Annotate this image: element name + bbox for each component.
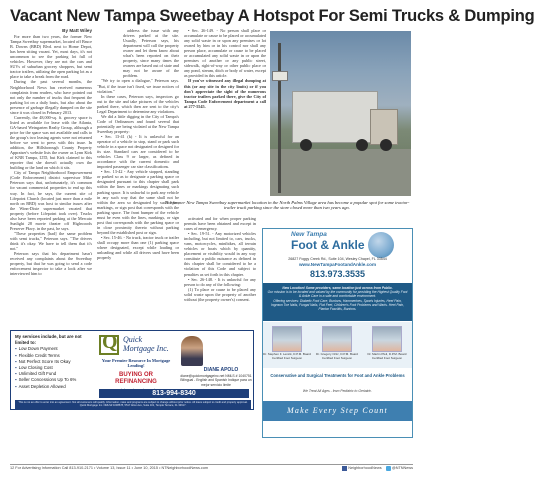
paragraph: • Sec. 26-148. - It is unlawful for any person to do any of the following:	[184, 276, 256, 287]
twitter-handle[interactable]: @NTNNews	[391, 466, 413, 470]
paragraph: In these cases, Peterson says, inspectors go out to the site and take pictures of the vehicles parked there, which then are sent to the city's Legal Department to determine any violations.	[97, 93, 179, 114]
foot-ankle-phone[interactable]: 813.973.3535	[309, 269, 366, 279]
photo-trailer	[292, 91, 378, 143]
page-footer	[10, 464, 413, 472]
paragraph: • Sec. 15-46. - No truck, tractor truck or trailer shall occupy more than one (1) parking space where designated, except while loading or unloading and while all drivers used have been properly	[97, 234, 179, 261]
quick-mortgage-ad[interactable]	[10, 330, 254, 410]
paragraph: Currently, the 48,000-sq. ft. grocery space is listed as available for lease with the Atlanta, GA-based Weingarten Realty Group, although a price for the space was not available and calls to the group's two leasing agents were not returned before we went to press with this issue. In addition, the Hillsborough County Property Appraiser's website lists the owner as Lynn Kirk of KNR Tampa, LTD, but Kirk claimed to this reporter that she doesn't actually own the building or the land on which it sits.	[10, 114, 92, 171]
check-icon: ▪	[15, 365, 17, 371]
foot-ankle-info-band	[263, 283, 412, 321]
paragraph: • Sec. 19-51. - Any motorized vehicles including, but not limited to, cars, trucks, vans, motorcycles, minibikes, all terrain vehicles or boats which by quantity, placement or visibility would in any way constitute a public nuisance as defined in this chapter shall be considered to be a violation of this Code and subject to penalties as set forth in this chapter.	[184, 231, 256, 277]
doctor-name: Dr. Stephen F. Lenick, D.P.M. Board Certified Foot Surgeon	[263, 352, 311, 360]
service-item: ▪ Low Down Payment	[15, 346, 58, 352]
photo-wheel	[300, 139, 312, 151]
doctor-photo	[372, 326, 402, 352]
foot-ankle-url[interactable]: www.NewTampaFootandAnkle.com	[298, 262, 377, 267]
service-item: ▪ Flexible Credit Terms	[15, 352, 60, 358]
service-item: ▪ Not Perfect Score Its Okay	[15, 358, 71, 364]
twitter-icon[interactable]	[386, 466, 391, 471]
facebook-handle[interactable]: NeighborhoodNews	[348, 466, 382, 470]
photo-sign-pole	[278, 43, 281, 193]
article-column-1	[10, 28, 92, 276]
photo-wheel	[380, 139, 392, 151]
offer-line-1: BUYING OR	[118, 372, 153, 378]
paragraph: Peterson says that his department hasn't received any complaints about the Sweetbay property, but that he was going to send a code enforcement inspector to take a look after we interviewed him to	[10, 251, 92, 277]
paragraph: "We try to open a dialogue," Peterson says. "But, if the issue isn't fixed, we issue notices of violation."	[97, 78, 179, 94]
agent-photo	[181, 336, 203, 366]
closing-paragraph: If you've witnessed any illegal dumping at this (or any site in the city limits) or if you don't appreciate the sight of the numerous tractor trailers parked there, give the City of Tampa Code Enforcement department a call at 277-5545.	[184, 78, 266, 109]
info-line: New Location! Same providers, same location just across from Publix.	[282, 286, 393, 290]
photo-sign	[272, 71, 288, 81]
paragraph: (1) To place or cause to be placed any solid waste upon the property of another without (the property owner's) consent.	[184, 286, 256, 302]
foot-ankle-slogan: Make Every Step Count	[263, 401, 412, 421]
paragraph: • Sec. 13-42 - Any vehicle stopped, standing or parked so as to designate a parking space or designated pursuant to this chapter shall park within the lines or markings designating such parking space. It is unlawful to park any vehicle in any such way that the same shall not be within the area so designated by such lines, markings, or sign post that corresponds with the parking space. The front bumper of the vehicle must be even with the lines, markings, or sign post that corresponds with the parking space or in close proximity thereto without parking beyond the established post or sign.	[97, 169, 179, 235]
all-ages-line: We Treat All Ages - from Pediatric to Geriatric.	[302, 389, 373, 393]
foot-ankle-address: 26827 Foggy Creek Rd., Suite 104, Wesley Chapel, FL 33544	[288, 257, 387, 261]
doctors-row	[263, 322, 412, 368]
photo-ground	[270, 149, 411, 196]
doctor-name: Dr. Gregory Ortiz, D.P.M. Board Certified Foot Surgeon	[316, 352, 358, 360]
check-icon: ▪	[15, 352, 17, 358]
doctor-name: Dr. Martin Pfeil, D.P.M. Board Certified Foot Surgeon	[367, 352, 407, 360]
check-icon: ▪	[15, 377, 17, 383]
paragraph: address the issue with any drivers parked at the site. Usually, Peterson says, his department will call the property owner and let them know about what's been reported on their property, since many times the owners are based out of state and may not be aware of the problem.	[123, 28, 179, 79]
footer-social	[342, 465, 413, 472]
service-item: ▪ Unlimited Gift Fund	[15, 371, 57, 377]
foot-ankle-brand-main: Foot & Ankle	[291, 238, 365, 252]
mortgage-phone[interactable]: 813-994-8340	[99, 389, 249, 398]
paragraph: • Sec. 13-41 (k) - It is unlawful for an operator of a vehicle to stop, stand or park such vehicle in a space not designated or designed for its size. Standard cars are considered to be vehicles Class 9 or larger, as defined in accordance with the current domestic and imported passenger car size classifications.	[97, 133, 179, 170]
service-item: ▪ Seller Concessions Up To 6%	[15, 377, 77, 383]
column-2-top-text	[97, 28, 179, 78]
article-column-3	[184, 216, 256, 302]
paragraph: activated and for when proper parking permits have been obtained and except in cases of emergency.	[184, 216, 256, 232]
article-column-2	[97, 28, 179, 260]
mortgage-services-list	[15, 334, 95, 390]
facebook-icon[interactable]	[342, 466, 347, 471]
article-column-3b	[184, 28, 266, 109]
check-icon: ▪	[15, 383, 17, 389]
check-icon: ▪	[15, 346, 17, 352]
offer-line-2: REFINANCING	[115, 379, 157, 385]
mortgage-tagline: Your Premier Resource In Mortgage Lending!	[101, 358, 171, 369]
paragraph: "These properties [had] the same problem with semi trucks," Peterson says. "The drivers think it's okay. We have to tell them that it's not."	[10, 230, 92, 252]
paragraph: • Sec. 26-149. - No person shall place or accumulate or cause to be placed or accumulated any solid waste in or upon any premises or lot owned by him or in his control nor shall any person place, accumulate or cause to be placed or accumulated any solid waste in or upon the premises of another or any public street, sidewalk, right-of-way or other public place or any pond, stream, ditch or body of water, except as provided in this article.	[184, 28, 266, 79]
footer-left-text: 12 For Advertising Information Call 813-910-2171 • Volume 13, Issue 11 • June 10, 2015 • NTNeighborhoodNews.com	[10, 466, 209, 470]
article-byline: By Matt Wiley	[62, 28, 92, 33]
doctor-photo	[272, 326, 302, 352]
paragraph: We did a little digging in the City of Tampa's Code of Ordinances and found several that potentially are being violated at the New Tampa Sweetbay property:	[97, 113, 179, 134]
check-icon: ▪	[15, 371, 17, 377]
photo-caption: The former New Tampa Sweetbay supermarket location in the North Palms Village area has become a popular spot for some tractor-trailer truck parking since the store closed more than two years ago.	[164, 200, 410, 211]
agent-info: diane@quickmortgageinc.net NMLS # 1040751 Bilingual - English and Spanish Indique para un mejor servicio limite	[180, 374, 252, 387]
mortgage-disclaimer: This is not an offer to enter into an agreement. Not all customers will qualify. Information, rates and programs are subject to change without prior notice. All loans subject to credit and property approval. Quick Mortgage Inc. NMLS# 1038578, 5517 Alton Ave, Suite 101, Temple Terrace, FL 33617.	[15, 400, 251, 409]
quick-mortgage-logo-letter: Q	[102, 331, 118, 353]
foot-ankle-brand-top: New Tampa	[291, 231, 327, 238]
mortgage-brand	[123, 335, 169, 353]
article-headline: Vacant New Tampa Sweetbay A Hotspot For Semi Trucks & Dumping	[10, 7, 534, 25]
foot-logo-icon	[368, 232, 394, 258]
mortgage-brand-line-1: Quick	[123, 335, 143, 344]
check-icon: ▪	[15, 358, 17, 364]
photo-wheel	[356, 139, 368, 151]
service-item: ▪ Asset Depletion Allowed	[15, 383, 66, 389]
mortgage-brand-line-2: Mortgage Inc.	[123, 344, 169, 353]
sweetbay-parking-lot-photo	[270, 31, 411, 196]
paragraph: For more than two years, the former New Tampa Sweetbay supermarket, located off Bruce B. Downs (BBD) Blvd. next to Home Depot, has been sitting vacant. Yet, most days, it's not uncommon to see the parking lot full of vehicles. However, they are not the cars and SUVs of suburban grocery shoppers, but semi tractor trailers, utilizing the open parking lot as a place to take a break from the road.	[10, 34, 92, 80]
services-intro: My services include, but are not limited to:	[15, 334, 82, 346]
doctor-photo	[322, 326, 352, 352]
info-line: Our mission is to be located and valued by the community for providing the Highest Quality Foot & Ankle Care in a safe and comfortable environment.	[267, 290, 408, 299]
info-line: Offering services: Diabetic Foot Care, Bunions, Hammertoes, Sports Injuries, Heel Pain, Ingrown Toe Nails, Fungal Nails, Flat Feet, Children's Foot Problems and Warts. Heel Pain, Plantar Fasciitis, Bunions.	[271, 298, 404, 312]
conservative-treatments: Conservative and Surgical Treatments for Foot and Ankle Problems	[270, 373, 405, 378]
service-item: ▪ Low Closing Cost	[15, 365, 53, 371]
paragraph: City of Tampa Neighborhood Empowerment (Code Enforcement) district supervisor Mike Peterson says that, unfortunately, it's common for vacant commercial properties to end up this way. In fact, he says, the current site of Lifepoint Church (located just more than a mile north on BBD) was host to similar issues after the Winn-Dixie supermarket vacated that property (before Lifepoint took over). Trucks also have been reported parking at the Mercato Sunlight 28 movie theater off Highwoods Preserve Pkwy. in the past, he says.	[10, 170, 92, 231]
foot-ankle-ad[interactable]	[262, 228, 413, 438]
paragraph: During the past several months, the Neighborhood News has received numerous complaints from readers, who have pointed out not only the number of trucks that frequent the parking lot on a daily basis, but also about the presence of garbage illegally dumped on the site since it was closed in February 2013.	[10, 79, 92, 115]
agent-name: DIANE APOLO	[203, 367, 239, 373]
